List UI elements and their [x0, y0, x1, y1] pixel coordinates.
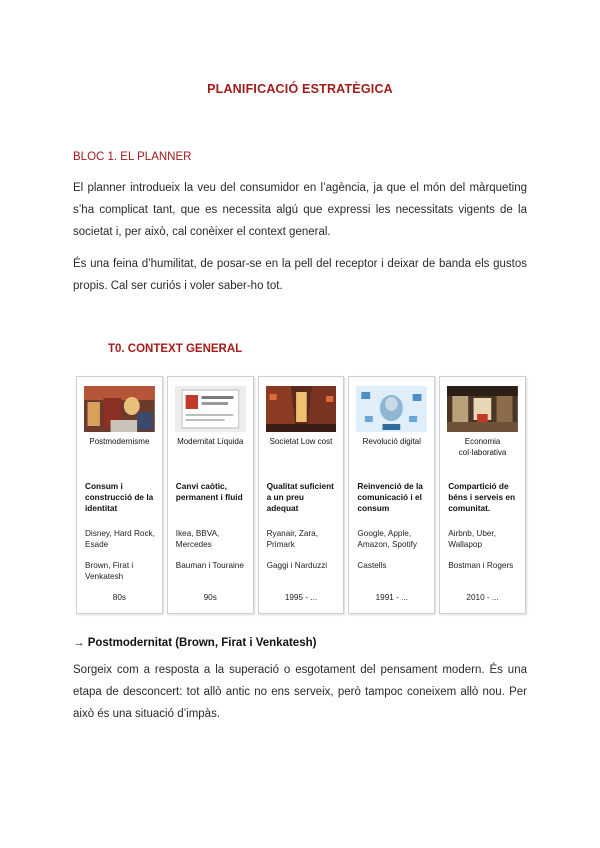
context-heading: T0. CONTEXT GENERAL — [108, 343, 243, 355]
card-authors: Castells — [357, 561, 387, 570]
card-title: Modernitat Líquida — [177, 437, 244, 446]
card-period: 90s — [203, 593, 217, 602]
postmodernitat-heading: → Postmodernitat (Brown, Firat i Venkatesh) — [73, 637, 317, 649]
card-examples: Ryanair, Zara, Primark — [266, 529, 319, 549]
paragraph-planner-intro: El planner introdueix la veu del consumidor en l’agència, ja que el món del màrqueting s’ha complicat tant, que es necessita algú que expressi les necessitats vigents de la societat i, per això, cal conèixer el context general. — [73, 182, 527, 238]
context-card-modernitat-liquida — [167, 376, 254, 614]
book-cover-icon — [175, 386, 246, 432]
card-period: 2010 - ... — [466, 593, 499, 602]
card-examples: Google, Apple, Amazon, Spotify — [357, 529, 418, 549]
card-title: Postmodernisme — [89, 437, 150, 446]
digital-face-icon — [356, 386, 427, 432]
context-card-postmodernisme — [76, 376, 163, 614]
card-authors: Gaggi i Narduzzi — [266, 561, 328, 570]
card-period: 1991 - ... — [375, 593, 408, 602]
card-examples: Airbnb, Uber, Wallapop — [448, 529, 496, 549]
card-heading: Compartició de béns i serveis en comunitat. — [448, 481, 516, 513]
context-card-revolucio-digital — [348, 376, 435, 614]
card-title: Societat Low cost — [269, 437, 333, 446]
card-title: Economia col·laborativa — [458, 437, 507, 457]
paragraph-postmodernitat: Sorgeix com a resposta a la superació o esgotament del pensament modern. És una etapa de desconcert: tot allò antic no ens serveix, però tampoc coneixem allò nou. Per això és una situació d’impàs. — [73, 664, 527, 720]
card-period: 80s — [112, 593, 126, 602]
card-authors: Brown, Firat i Venkatesh — [85, 561, 134, 581]
card-heading: Consum i construcció de la identitat — [85, 481, 154, 513]
shared-space-icon — [447, 386, 518, 432]
shopping-street-icon — [266, 386, 337, 432]
card-authors: Bostman i Rogers — [448, 561, 514, 570]
context-card-societat-low-cost — [258, 376, 345, 614]
card-examples: Ikea, BBVA, Mercedes — [175, 529, 220, 549]
collage-photo-icon — [84, 386, 155, 432]
card-period: 1995 - ... — [284, 593, 318, 602]
card-heading: Qualitat suficient a un preu adequat — [266, 481, 334, 513]
card-heading: Reinvenció de la comunicació i el consum — [357, 481, 423, 513]
bloc-heading: BLOC 1. EL PLANNER — [73, 151, 192, 163]
card-title: Revolució digital — [362, 437, 421, 446]
card-examples: Disney, Hard Rock, Esade — [85, 529, 155, 549]
card-heading: Canvi caòtic, permanent i fluid — [175, 481, 243, 502]
context-card-economia-col-laborativa — [439, 376, 526, 614]
card-authors: Bauman i Touraine — [175, 561, 244, 570]
document-title: PLANIFICACIÓ ESTRATÈGICA — [207, 82, 393, 96]
context-cards — [76, 376, 526, 614]
paragraph-humility: És una feina d’humilitat, de posar-se en la pell del receptor i deixar de banda els gustos propis. Cal ser curiós i voler saber-ho tot. — [73, 258, 527, 292]
